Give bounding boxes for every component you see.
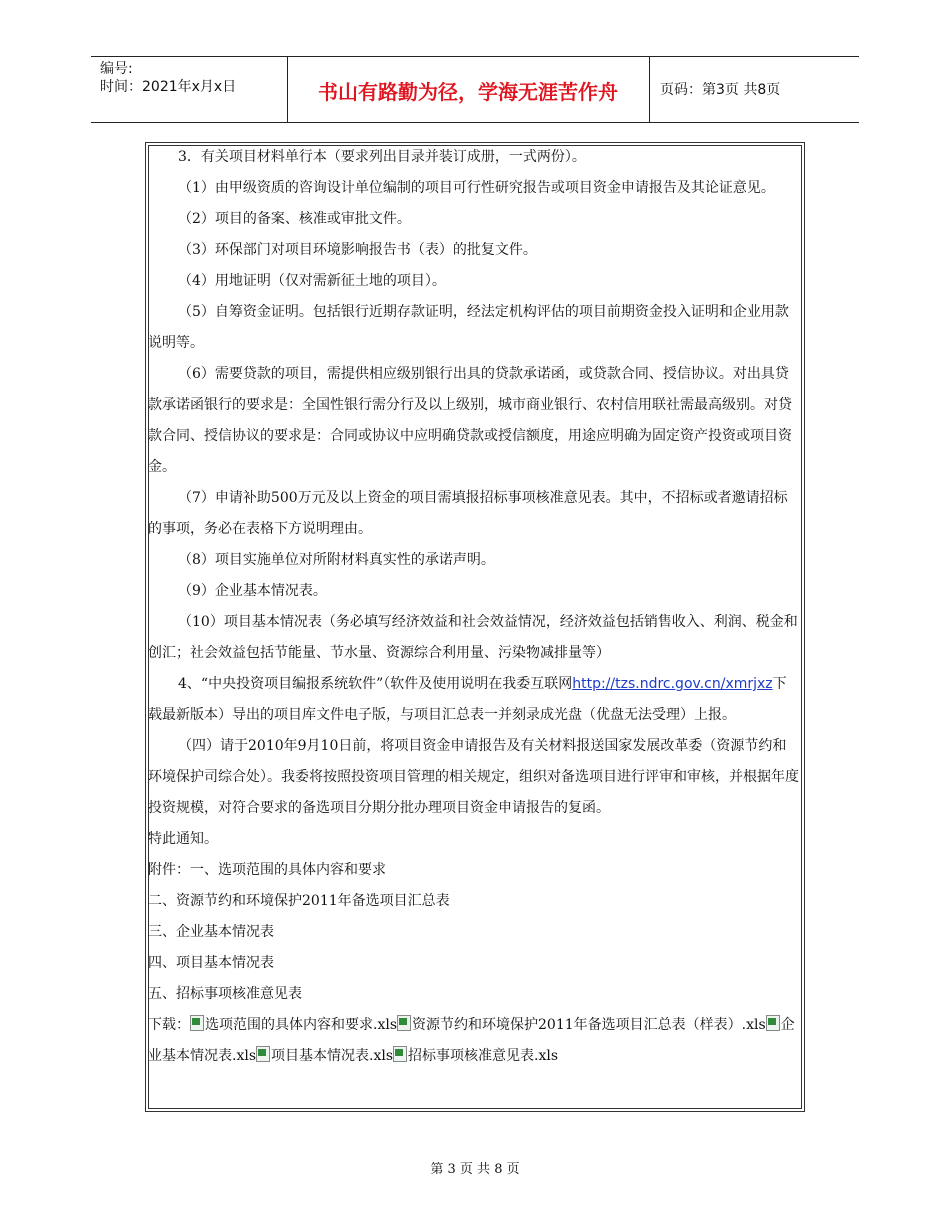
- sub-item-3: （3）环保部门对项目环境影响报告书（表）的批复文件。: [178, 242, 537, 258]
- file-link-4[interactable]: 项目基本情况表.xls: [271, 1048, 394, 1064]
- header-page-info: 页码：第3页 共8页: [660, 82, 781, 98]
- file-link-2[interactable]: 资源节约和环境保护2011年备选项目汇总表（样表）.xls: [412, 1017, 766, 1033]
- item-4-text-b: 下载最新版本）导出的项目库文件电子版，与项目汇总表一并刻录成光盘（优盘无法受理）上报。: [148, 676, 787, 723]
- file-link-3[interactable]: 企业基本情况表.xls: [148, 1017, 795, 1064]
- page-footer: 第 3 页 共 8 页: [430, 1162, 520, 1177]
- attachment-1: 附件：一、选项范围的具体内容和要求: [148, 862, 386, 878]
- sub-item-1: （1）由甲级资质的咨询设计单位编制的项目可行性研究报告或项目资金申请报告及其论证意见。: [178, 180, 775, 196]
- header-bottom-rule: [91, 122, 859, 123]
- xls-file-icon: [393, 1046, 407, 1062]
- software-download-link[interactable]: http://tzs.ndrc.gov.cn/xmrjxz: [572, 676, 773, 692]
- sub-item-7: （7）申请补助500万元及以上资金的项目需填报招标事项核准意见表。其中，不招标或者邀请招标的事项，务必在表格下方说明理由。: [148, 490, 788, 537]
- item-4-text-a: 4、“中央投资项目编报系统软件”（软件及使用说明在我委互联网: [178, 676, 573, 692]
- sub-item-9: （9）企业基本情况表。: [178, 583, 327, 599]
- time-label: 时间：2021年x月x日: [100, 79, 237, 95]
- sub-item-5: （5）自筹资金证明。包括银行近期存款证明，经法定机构评估的项目前期资金投入证明和企业用款说明等。: [148, 304, 789, 351]
- xls-file-icon: [190, 1015, 204, 1031]
- sub-item-8: （8）项目实施单位对所附材料真实性的承诺声明。: [178, 552, 495, 568]
- sub-item-10: （10）项目基本情况表（务必填写经济效益和社会效益情况，经济效益包括销售收入、利润、税金和创汇；社会效益包括节能量、节水量、资源综合利用量、污染物减排量等）: [148, 614, 798, 661]
- download-label: 下载：: [148, 1017, 190, 1033]
- item-3: 3．有关项目材料单行本（要求列出目录并装订成册，一式两份）。: [178, 149, 586, 165]
- xls-file-icon: [397, 1015, 411, 1031]
- notice-line: 特此通知。: [148, 831, 218, 847]
- file-link-1[interactable]: 选项范围的具体内容和要求.xls: [205, 1017, 398, 1033]
- attachment-5: 五、招标事项核准意见表: [148, 986, 302, 1002]
- download-line: [148, 1010, 800, 1072]
- attachment-3: 三、企业基本情况表: [148, 924, 274, 940]
- number-label: 编号:: [100, 61, 133, 77]
- attachment-4: 四、项目基本情况表: [148, 955, 274, 971]
- header-motto: 书山有路勤为径，学海无涯苦作舟: [318, 80, 618, 104]
- file-link-5[interactable]: 招标事项核准意见表.xls: [408, 1048, 559, 1064]
- header-top-rule: [91, 56, 859, 57]
- item-four: （四）请于2010年9月10日前，将项目资金申请报告及有关材料报送国家发展改革委（资源节约和环境保护司综合处）。我委将按照投资项目管理的相关规定，组织对备选项目进行评审和审核，并根据年度投资规模，对符合要求的备选项目分期分批办理项目资金申请报告的复函。: [148, 738, 799, 816]
- xls-file-icon: [766, 1015, 780, 1031]
- document-body: [148, 142, 800, 1072]
- header-divider-right: [649, 56, 650, 122]
- sub-item-4: （4）用地证明（仅对需新征土地的项目）。: [178, 273, 446, 289]
- xls-file-icon: [256, 1046, 270, 1062]
- attachment-2: 二、资源节约和环境保护2011年备选项目汇总表: [148, 893, 450, 909]
- item-4: [148, 669, 800, 731]
- sub-item-2: （2）项目的备案、核准或审批文件。: [178, 211, 411, 227]
- sub-item-6: （6）需要贷款的项目，需提供相应级别银行出具的贷款承诺函，或贷款合同、授信协议。对出具贷款承诺函银行的要求是：全国性银行需分行及以上级别，城市商业银行、农村信用联社需最高级别。对贷款合同、授信协议的要求是：合同或协议中应明确贷款或授信额度，用途应明确为固定资产投资或项目资金。: [148, 366, 792, 475]
- header-meta: [100, 60, 236, 96]
